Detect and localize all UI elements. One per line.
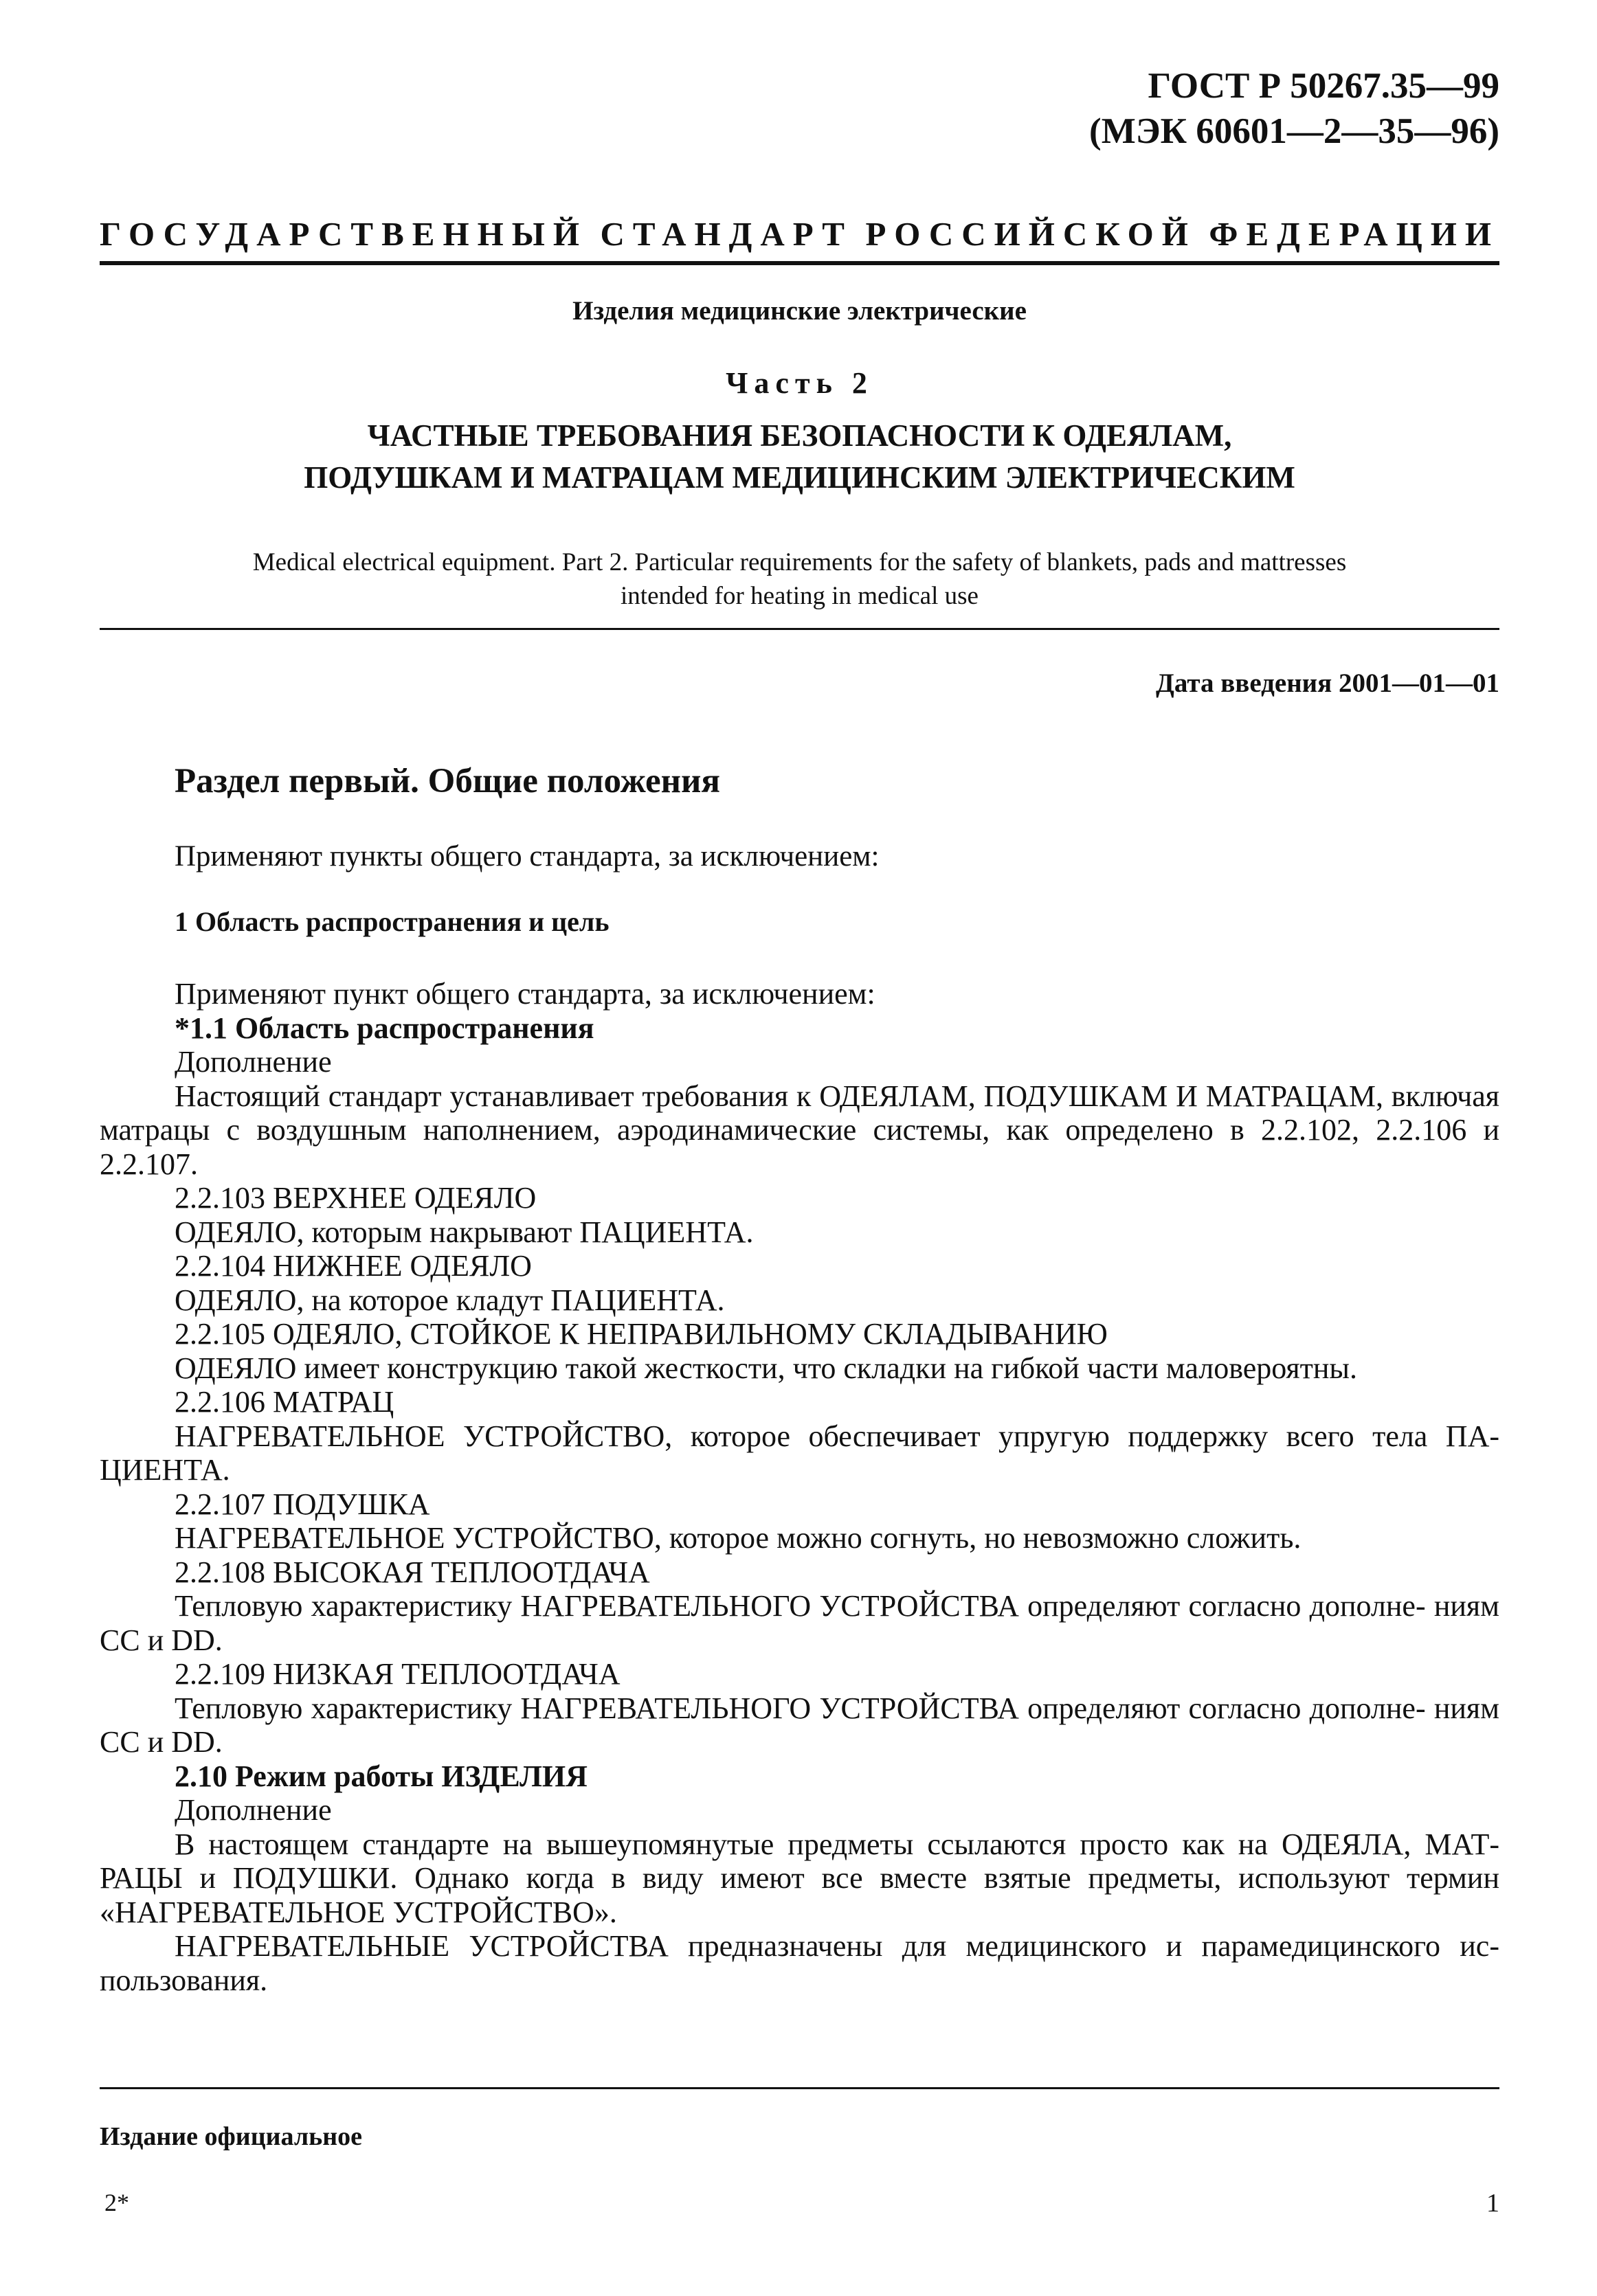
apply-general-text: Применяют пункты общего стандарта, за исключением: xyxy=(175,840,880,873)
official-edition-label: Издание официальное xyxy=(100,2122,363,2151)
definition-text: НАГРЕВАТЕЛЬНОЕ УСТРОЙСТВО, которое обеспечивает упругую поддержку всего тела ПА- ЦИЕНТА. xyxy=(100,1419,1499,1487)
purpose-paragraph: НАГРЕВАТЕЛЬНЫЕ УСТРОЙСТВА предназначены для медицинского и парамедицинского ис- пользования. xyxy=(100,1929,1499,1997)
clause-heading: 2.10 Режим работы ИЗДЕЛИЯ xyxy=(175,1759,588,1793)
page-number: 1 xyxy=(1486,2189,1499,2218)
document-title xyxy=(100,415,1499,499)
title-divider xyxy=(100,628,1499,630)
state-title-word: СТАНДАРТ xyxy=(600,215,853,253)
definition-term: 2.2.103 ВЕРХНЕЕ ОДЕЯЛО xyxy=(175,1181,537,1215)
scope-paragraph: Настоящий стандарт устанавливает требования к ОДЕЯЛАМ, ПОДУШКАМ И МАТРАЦАМ, включая матрацы с воздушным наполнением, аэродинамические системы, как определено в 2.2.102, 2.2.106 и 2.2.107. xyxy=(100,1079,1499,1181)
document-body xyxy=(100,977,1499,1997)
introduction-date: Дата введения 2001—01—01 xyxy=(1156,668,1499,698)
title-line: ПОДУШКАМ И МАТРАЦАМ МЕДИЦИНСКИМ ЭЛЕКТРИЧЕСКИМ xyxy=(304,460,1295,495)
definition-term: 2.2.106 МАТРАЦ xyxy=(175,1385,394,1419)
addition-label: Дополнение xyxy=(175,1045,332,1079)
product-category: Изделия медицинские электрические xyxy=(572,296,1027,326)
state-title-word: ГОСУДАРСТВЕННЫЙ xyxy=(100,215,588,253)
english-title xyxy=(100,545,1499,613)
clause-heading: *1.1 Область распространения xyxy=(175,1011,594,1045)
state-title-word: ФЕДЕРАЦИИ xyxy=(1209,215,1499,253)
definition-text: НАГРЕВАТЕЛЬНОЕ УСТРОЙСТВО, которое можно согнуть, но невозможно сложить. xyxy=(175,1521,1302,1555)
document-codes xyxy=(1089,63,1499,154)
definition-term: 2.2.109 НИЗКАЯ ТЕПЛООТДАЧА xyxy=(175,1657,621,1691)
definition-text: ОДЕЯЛО, на которое кладут ПАЦИЕНТА. xyxy=(175,1283,725,1317)
definition-text: Тепловую характеристику НАГРЕВАТЕЛЬНОГО УСТРОЙСТВА определяют согласно дополне- ниям CC и DD. xyxy=(100,1691,1499,1759)
english-title-line: intended for heating in medical use xyxy=(621,582,979,610)
definition-text: Тепловую характеристику НАГРЕВАТЕЛЬНОГО УСТРОЙСТВА определяют согласно дополне- ниям CC и DD. xyxy=(100,1589,1499,1657)
definition-term: 2.2.104 НИЖНЕЕ ОДЕЯЛО xyxy=(175,1249,532,1283)
body-line: Применяют пункт общего стандарта, за исключением: xyxy=(175,977,875,1011)
definition-term: 2.2.108 ВЫСОКАЯ ТЕПЛООТДАЧА xyxy=(175,1555,650,1589)
sheet-mark: 2* xyxy=(104,2189,129,2216)
part-label: Часть 2 xyxy=(726,366,873,400)
usage-paragraph: В настоящем стандарте на вышеупомянутые предметы ссылаются просто как на ОДЕЯЛА, МАТ- РАЦЫ и ПОДУШКИ. Однако когда в виду имеют все вместе взятые предметы, используют термин «НАГРЕВАТЕЛЬНОЕ УСТРОЙСТВО». xyxy=(100,1827,1499,1929)
state-title-word: РОССИЙСКОЙ xyxy=(865,215,1196,253)
definition-term: 2.2.107 ПОДУШКА xyxy=(175,1487,430,1521)
addition-label: Дополнение xyxy=(175,1793,332,1827)
standard-code: ГОСТ Р 50267.35—99 xyxy=(1148,66,1499,106)
scope-heading: 1 Область распространения и цель xyxy=(175,906,610,937)
definition-text: ОДЕЯЛО имеет конструкцию такой жесткости, что складки на гибкой части маловероятны. xyxy=(175,1351,1357,1385)
iec-code: (МЭК 60601—2—35—96) xyxy=(1089,111,1499,151)
definition-term: 2.2.105 ОДЕЯЛО, СТОЙКОЕ К НЕПРАВИЛЬНОМУ СКЛАДЫВАНИЮ xyxy=(175,1317,1108,1351)
definition-text: ОДЕЯЛО, которым накрывают ПАЦИЕНТА. xyxy=(175,1215,754,1249)
section-heading: Раздел первый. Общие положения xyxy=(175,762,721,800)
footer-divider xyxy=(100,2087,1499,2089)
state-standard-title xyxy=(100,214,1499,254)
title-line: ЧАСТНЫЕ ТРЕБОВАНИЯ БЕЗОПАСНОСТИ К ОДЕЯЛАМ, xyxy=(367,418,1232,453)
header-divider xyxy=(100,261,1499,265)
english-title-line: Medical electrical equipment. Part 2. Particular requirements for the safety of blankets, pads and mattresses xyxy=(252,548,1347,576)
